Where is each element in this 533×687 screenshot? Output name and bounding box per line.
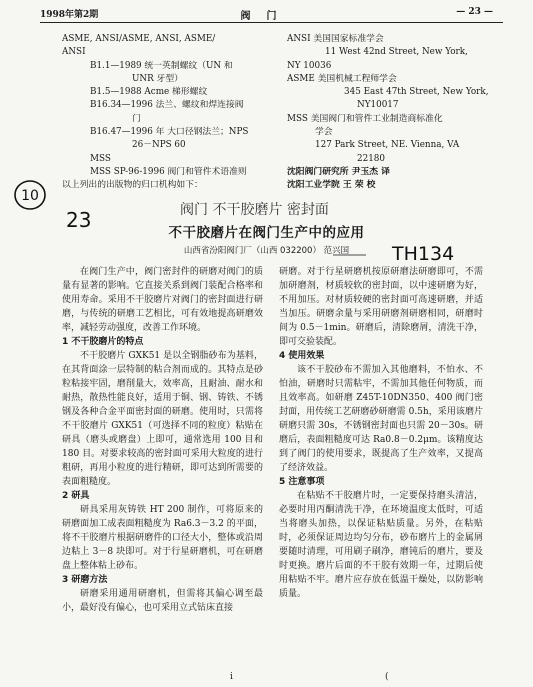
ref-line: B1.1—1989 统一英制螺纹（UN 和 <box>90 60 233 71</box>
ref-line: ASME, ANSI/ASME, ANSI, ASME/ <box>62 34 216 44</box>
reference-list-left <box>62 33 282 193</box>
intro-paragraph: 在阀门生产中，阀门密封件的研磨对阀门的质量有显著的影响。它直接关系到阀门装配合格率和使用寿命。采用不干胶磨片对阀门的密封面进行研磨，与传统的研磨工艺相比，可有效地提高研磨效率，减轻劳动强度，改善工作环境。 <box>62 267 263 333</box>
section-heading: 2 研具 <box>62 491 90 501</box>
ref-line: NY 10036 <box>287 60 332 71</box>
section-heading: 5 注意事项 <box>279 477 325 487</box>
ref-line: NY10017 <box>357 100 399 111</box>
reviewer-line: 沈阳工业学院 王 荣 校 <box>287 180 376 191</box>
paragraph: 该不干胶砂布不需加入其他磨料，不怕水、不怕油，研磨时只需粘牢，不需加其他任何物质，而且效率高。如研磨 Z45T-10DN350、400 阀门密封面，用传统工艺研磨砂研磨需 0.5h，采用该磨片研磨只需 30s，不锈钢密封面也只需 20－30s。研磨后，表面粗糙度可达 Ra0.8－0.2μm。该精度达到了阀门的使用要求，既提高了生产效率，又提高了经济效益。 <box>279 365 483 473</box>
ref-line: B16.34—1996 法兰、螺纹和焊连接阀 <box>90 100 244 111</box>
footer-mark-left: i <box>230 672 233 682</box>
translator-line: 沈阳阀门研究所 尹玉杰 译 <box>287 166 390 177</box>
footer-mark-right: ( <box>385 672 389 682</box>
section-heading: 3 研磨方法 <box>62 575 108 585</box>
ref-line: ASME 美国机械工程师学会 <box>287 73 397 84</box>
reference-list-right <box>287 33 512 193</box>
handwritten-title: 阀门 不干胶磨片 密封面 <box>180 202 329 218</box>
section-heading: 1 不干胶磨片的特点 <box>62 337 144 347</box>
ref-line: B16.47—1996 年 大口径钢法兰；NPS <box>90 127 249 138</box>
ref-line: 22180 <box>357 153 385 164</box>
journal-name: 阀门 <box>240 11 293 22</box>
page-number: — 23 — <box>456 7 493 17</box>
running-header <box>40 7 493 21</box>
body-column-right <box>279 265 483 601</box>
article-affiliation: 山西省汾阳阀门厂（山西 032200） 范兴国 <box>183 246 350 256</box>
ref-line: 127 Park Street, NE. Vienna, VA <box>315 140 460 151</box>
ref-line: B1.5—1988 Acme 梯形螺纹 <box>90 87 208 98</box>
handwritten-number: 23 <box>66 208 92 232</box>
paragraph: 研磨采用通用研磨机，但需将其偏心调至最小，最好没有偏心，也可采用立式钻床直接 <box>62 589 263 613</box>
ref-line: MSS SP-96-1996 阀门和管件术语准则 <box>90 166 247 177</box>
ref-line: 345 East 47th Street, New York, <box>344 87 489 98</box>
ref-line: 11 West 42nd Street, New York, <box>325 47 468 58</box>
circled-number: 10 <box>21 188 39 204</box>
ref-line: 以上列出的出版物的归口机构如下： <box>62 180 203 191</box>
ref-line: MSS <box>90 153 111 164</box>
header-rule <box>40 22 503 23</box>
paragraph: 在粘贴不干胶磨片时，一定要保持磨头清洁，必要时用丙酮清洗干净，在环境温度太低时，可适当将磨头加热，以保证粘贴质量。另外，在粘贴时，必须保证周边均匀分布，砂布磨片上的金属屑要随时清理，可用刷子刷净，磨钝后的磨片，要及时更换。磨片后面的不干胶有效期一年，过期后使用粘贴不牢。磨片应存放在低温干燥处，以防影响质量。 <box>279 491 483 599</box>
paragraph: 研磨。对于行星研磨机按原研磨法研磨即可，不需加研磨剂，材质较软的密封面，以中速研磨为好，不用加压。对材质较硬的密封面可高速研磨，并适当加压。研磨余量与采用研磨剂研磨相同，研磨时间为 0.5－1min。研磨后，清除磨屑，清洗干净，即可交验装配。 <box>279 267 483 347</box>
issue-label: 1998年第2期 <box>40 10 99 20</box>
ref-line: 学会 <box>315 127 333 138</box>
ref-line: MSS 美国阀门和管件工业制造商标准化 <box>287 113 443 124</box>
body-column-left <box>62 265 263 615</box>
paragraph: 不干胶磨片 GXK51 是以全钢脂砂布为基料，在其背面涂一层特制的粘合剂而成的。其特点是砂粒粘接牢固，磨削量大，效率高，且耐油、耐水和耐热，散热性能良好，适用于铜、钢、铸铁、不锈钢及各种合金平面密封面的研磨。使用时，只需将不干胶磨片 GXK51（可选择不同的粒度）粘贴在研具（磨头或磨盘）上即可，通常选用 100 目和 180 目。对要求较高的密封面可采用大粒度的进行粗研，再用小粒度的进行精研，即可达到所需要的表面粗糙度。 <box>62 351 263 487</box>
ref-line: 门 <box>132 113 141 124</box>
ref-line: UNR 牙型） <box>132 73 183 84</box>
classification-code: TH134 <box>392 243 455 265</box>
ref-line: ANSI 美国国家标准学会 <box>287 34 384 44</box>
section-heading: 4 使用效果 <box>279 351 325 361</box>
article-title: 不干胶磨片在阀门生产中的应用 <box>168 225 365 241</box>
paragraph: 研具采用灰铸铁 HT 200 制作，可将原来的研磨面加工成表面粗糙度为 Ra6.3－3.2 的平面，将不干胶磨片根据研磨件的口径大小，整体或沿周边粘上 3－8 块即可。对于行星研磨机，可在研磨盘上整体粘上砂布。 <box>62 505 263 571</box>
ref-line: ANSI <box>62 47 86 58</box>
circle-mark <box>15 181 45 209</box>
ref-line: 26－NPS 60 <box>132 140 186 151</box>
